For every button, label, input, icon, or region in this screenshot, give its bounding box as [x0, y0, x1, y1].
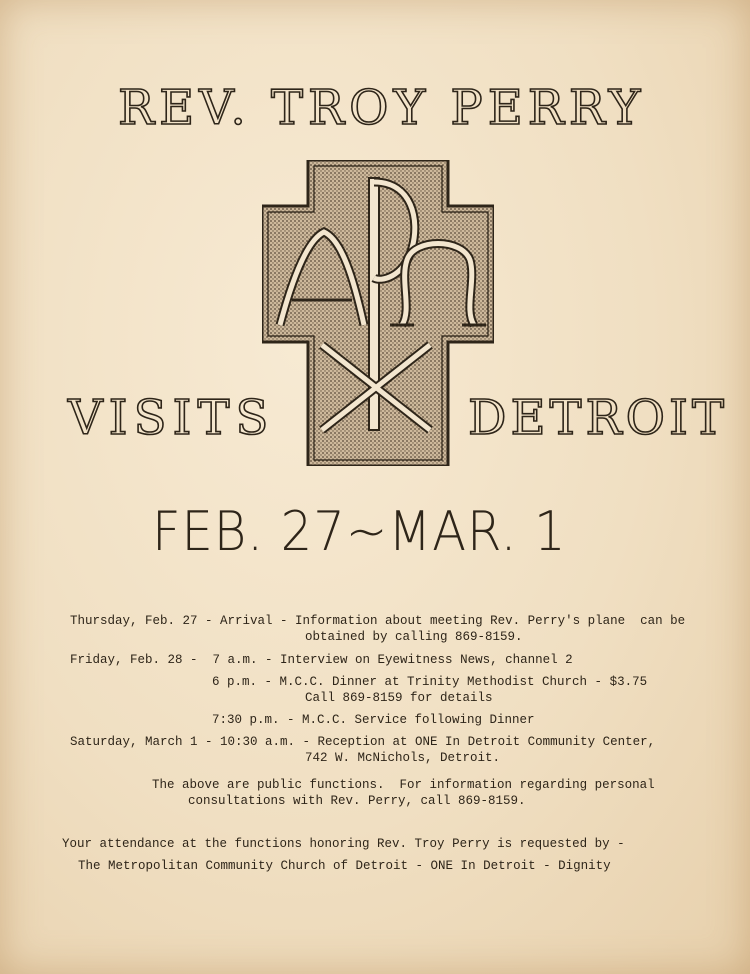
event-dates: FEB. 27~MAR. 1 [152, 500, 567, 563]
headline-name: REV. TROY PERRY [118, 80, 646, 136]
schedule-friday-dinner-line1: 6 p.m. - M.C.C. Dinner at Trinity Methodist Church - $3.75 [212, 675, 648, 689]
headline-city: DETROIT [468, 390, 729, 446]
schedule-saturday-line2: 742 W. McNichols, Detroit. [305, 751, 501, 765]
public-note-line2: consultations with Rev. Perry, call 869-8159. [188, 794, 526, 808]
schedule-thursday-line2: obtained by calling 869-8159. [305, 630, 523, 644]
footer-line2: The Metropolitan Community Church of Detroit - ONE In Detroit - Dignity [78, 859, 611, 873]
schedule-friday-service: 7:30 p.m. - M.C.C. Service following Dinner [212, 713, 535, 727]
schedule-friday-dinner-line2: Call 869-8159 for details [305, 691, 493, 705]
chi-rho-cross-emblem [262, 160, 494, 466]
headline-visits: VISITS [68, 390, 275, 446]
public-note-line1: The above are public functions. For information regarding personal [152, 778, 655, 792]
schedule-saturday-line1: Saturday, March 1 - 10:30 a.m. - Reception at ONE In Detroit Community Center, [70, 735, 656, 749]
schedule-friday-interview: Friday, Feb. 28 - 7 a.m. - Interview on Eyewitness News, channel 2 [70, 653, 573, 667]
schedule-thursday-line1: Thursday, Feb. 27 - Arrival - Information about meeting Rev. Perry's plane can be [70, 614, 686, 628]
footer-line1: Your attendance at the functions honoring Rev. Troy Perry is requested by - [62, 837, 625, 851]
